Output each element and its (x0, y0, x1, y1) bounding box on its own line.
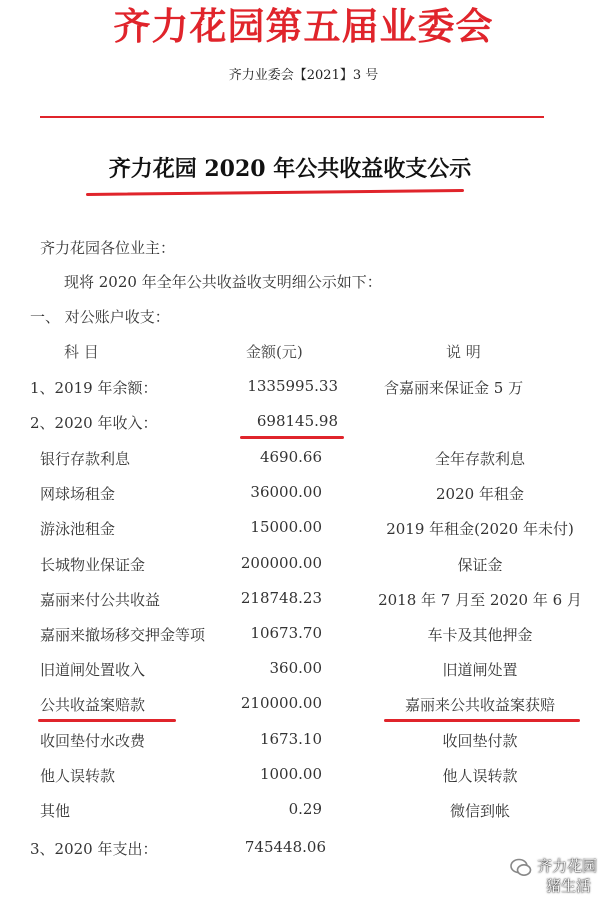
row-note: 含嘉丽来保证金 5 万 (384, 379, 524, 397)
column-header-amount: 金额(元) (246, 343, 303, 361)
row-item: 公共收益案赔款 (40, 696, 146, 714)
column-header-note: 说 明 (446, 343, 481, 361)
watermark-line2: 猪生活 (546, 877, 592, 895)
row-note: 全年存款利息 (434, 450, 525, 468)
row-note: 2019 年租金(2020 年未付) (386, 520, 574, 538)
row-item: 3、2020 年支出： (30, 840, 158, 858)
compensation-item-underline-mark (38, 719, 176, 722)
compensation-note-underline-mark (384, 719, 580, 722)
row-amount: 210000.00 (240, 694, 322, 712)
watermark-line1: 齐力花园 (537, 857, 598, 875)
row-amount: 1000.00 (259, 765, 322, 783)
row-amount: 15000.00 (250, 518, 322, 536)
intro-text: 现将 2020 年全年公共收益收支明细公示如下： (64, 273, 382, 291)
section-heading: 一、 对公账户收支： (30, 308, 170, 326)
row-note: 保证金 (457, 556, 503, 574)
document-number: 齐力业委会【2021】3 号 (228, 68, 379, 83)
row-amount: 4690.66 (259, 448, 322, 466)
income-underline-mark (240, 436, 344, 439)
title-underline-mark (86, 189, 464, 196)
row-item: 收回垫付水改费 (40, 732, 146, 750)
row-item: 嘉丽来撤场移交押金等项 (40, 626, 206, 644)
row-amount: 698145.98 (256, 412, 338, 430)
row-item: 长城物业保证金 (40, 556, 146, 574)
row-amount: 1673.10 (259, 730, 322, 748)
row-amount: 1335995.33 (247, 377, 338, 395)
row-note: 2020 年租金 (436, 485, 524, 503)
row-note: 收回垫付款 (442, 732, 518, 750)
row-amount: 200000.00 (240, 554, 322, 572)
red-divider (40, 116, 544, 118)
row-item: 其他 (40, 802, 71, 820)
column-header-item: 科 目 (64, 343, 99, 361)
row-amount: 0.29 (288, 800, 322, 818)
salutation: 齐力花园各位业主： (40, 239, 176, 257)
wechat-icon (510, 858, 532, 882)
row-item: 网球场租金 (40, 485, 116, 503)
row-note: 旧道闸处置 (442, 661, 518, 679)
row-item: 1、2019 年余额： (30, 379, 158, 397)
row-item: 嘉丽来付公共收益 (40, 591, 161, 609)
row-note: 他人误转款 (442, 767, 518, 785)
row-item: 2、2020 年收入： (30, 414, 158, 432)
row-item: 他人误转款 (40, 767, 116, 785)
row-amount: 360.00 (269, 659, 322, 677)
row-item: 旧道闸处置收入 (40, 661, 146, 679)
org-title: 齐力花园第五届业委会 (113, 4, 494, 48)
row-note: 车卡及其他押金 (427, 626, 533, 644)
row-note: 微信到帐 (449, 802, 510, 820)
row-amount: 36000.00 (250, 483, 322, 501)
row-amount: 218748.23 (240, 589, 322, 607)
row-note: 2018 年 7 月至 2020 年 6 月 (378, 591, 582, 609)
row-note: 嘉丽来公共收益案获赔 (404, 696, 555, 714)
row-amount: 10673.70 (250, 624, 322, 642)
notice-title: 齐力花园 2020 年公共收益收支公示 (108, 156, 472, 182)
row-item: 银行存款利息 (40, 450, 131, 468)
row-item: 游泳池租金 (40, 520, 116, 538)
row-amount: 745448.06 (244, 838, 326, 856)
